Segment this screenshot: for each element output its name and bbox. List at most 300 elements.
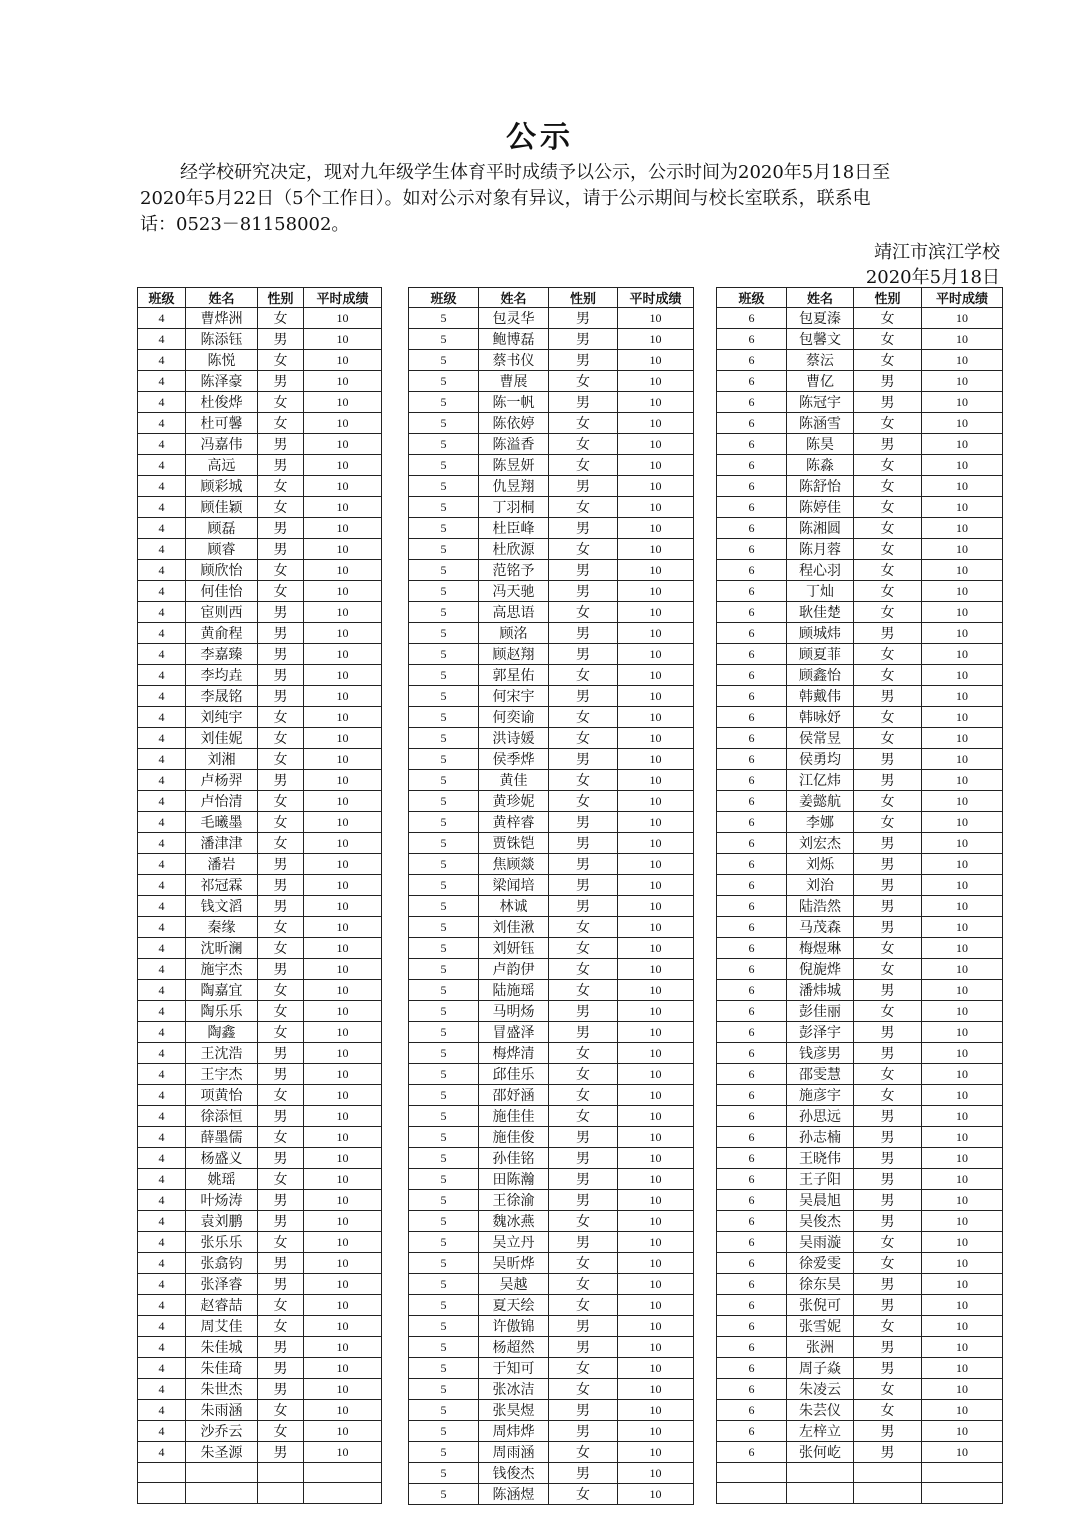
score-cell: 10 — [618, 686, 694, 707]
name-cell: 祁冠霖 — [186, 875, 258, 896]
table-row — [409, 581, 694, 602]
score-cell: 10 — [922, 1190, 1003, 1211]
name-cell: 刘妍钰 — [479, 938, 549, 959]
table-row — [138, 1022, 382, 1043]
table-row — [409, 350, 694, 371]
gender-cell: 女 — [258, 791, 304, 812]
column-header-class: 班级 — [409, 288, 479, 308]
intro-line-2: 2020年5月22日（5个工作日）。如对公示对象有异议，请于公示期间与校长室联系，联系电 — [140, 188, 871, 209]
table-row — [409, 665, 694, 686]
score-cell: 10 — [618, 560, 694, 581]
score-cell: 10 — [304, 1400, 382, 1421]
gender-cell: 女 — [854, 476, 922, 497]
gender-cell: 女 — [258, 1316, 304, 1337]
name-cell: 梁闻培 — [479, 875, 549, 896]
class-cell: 5 — [409, 1484, 479, 1505]
table-row — [138, 455, 382, 476]
column-header-class: 班级 — [138, 288, 186, 308]
class-cell: 6 — [717, 1316, 787, 1337]
name-cell: 侯常昱 — [787, 728, 854, 749]
class-cell: 4 — [138, 1211, 186, 1232]
table-row — [409, 1484, 694, 1505]
gender-cell: 男 — [854, 1358, 922, 1379]
name-cell: 高思语 — [479, 602, 549, 623]
score-cell: 10 — [618, 1022, 694, 1043]
name-cell: 包夏溱 — [787, 308, 854, 329]
table-row — [717, 1190, 1003, 1211]
table-row — [717, 623, 1003, 644]
gender-cell: 男 — [854, 392, 922, 413]
class-cell: 4 — [138, 1085, 186, 1106]
gender-cell: 男 — [549, 1169, 618, 1190]
class-cell: 5 — [409, 1442, 479, 1463]
score-cell: 10 — [618, 1190, 694, 1211]
score-cell: 10 — [922, 959, 1003, 980]
score-cell: 10 — [618, 539, 694, 560]
table-row — [717, 329, 1003, 350]
table-row — [717, 665, 1003, 686]
gender-cell: 男 — [854, 1106, 922, 1127]
score-cell: 10 — [618, 1211, 694, 1232]
class-cell: 5 — [409, 455, 479, 476]
score-cell: 10 — [304, 371, 382, 392]
score-cell: 10 — [304, 1253, 382, 1274]
gender-cell: 男 — [549, 896, 618, 917]
class-cell: 4 — [138, 959, 186, 980]
name-cell: 仇昱翔 — [479, 476, 549, 497]
score-cell: 10 — [922, 1169, 1003, 1190]
class-cell: 6 — [717, 371, 787, 392]
table-row — [717, 1274, 1003, 1295]
name-cell: 曹亿 — [787, 371, 854, 392]
gender-cell: 男 — [854, 1022, 922, 1043]
class-cell: 6 — [717, 1379, 787, 1400]
table-row — [138, 350, 382, 371]
class-cell: 6 — [717, 728, 787, 749]
column-header-name: 姓名 — [479, 288, 549, 308]
class-cell: 4 — [138, 728, 186, 749]
score-cell: 10 — [304, 1358, 382, 1379]
class-cell: 6 — [717, 413, 787, 434]
name-cell: 施佳佳 — [479, 1106, 549, 1127]
score-cell: 10 — [922, 1358, 1003, 1379]
class-cell: 6 — [717, 392, 787, 413]
table-row — [717, 1106, 1003, 1127]
class-cell: 4 — [138, 854, 186, 875]
name-cell: 陆浩然 — [787, 896, 854, 917]
class-cell: 6 — [717, 581, 787, 602]
column-header-gender: 性别 — [258, 288, 304, 308]
class-cell: 4 — [138, 749, 186, 770]
gender-cell: 男 — [854, 770, 922, 791]
class-cell: 6 — [717, 896, 787, 917]
gender-cell: 男 — [549, 623, 618, 644]
gender-cell: 男 — [258, 623, 304, 644]
gender-cell: 女 — [854, 1064, 922, 1085]
table-row — [409, 707, 694, 728]
score-cell: 10 — [618, 392, 694, 413]
name-cell: 杜俊烨 — [186, 392, 258, 413]
name-cell: 何奕谕 — [479, 707, 549, 728]
name-cell: 项黄怡 — [186, 1085, 258, 1106]
gender-cell: 女 — [258, 749, 304, 770]
class-cell: 4 — [138, 560, 186, 581]
name-cell: 陈婷佳 — [787, 497, 854, 518]
table-row — [717, 1127, 1003, 1148]
score-cell — [922, 1483, 1003, 1503]
class-cell: 4 — [138, 1148, 186, 1169]
name-cell: 包馨文 — [787, 329, 854, 350]
gender-cell: 男 — [549, 560, 618, 581]
score-cell: 10 — [922, 1022, 1003, 1043]
table-row — [138, 1148, 382, 1169]
score-cell: 10 — [618, 833, 694, 854]
gender-cell: 女 — [258, 308, 304, 329]
score-cell: 10 — [304, 1379, 382, 1400]
class-cell: 4 — [138, 1442, 186, 1463]
class-cell: 5 — [409, 1169, 479, 1190]
score-cell: 10 — [618, 602, 694, 623]
table-row — [138, 1483, 382, 1503]
name-cell: 刘佳湫 — [479, 917, 549, 938]
table-row — [717, 371, 1003, 392]
table-row — [717, 434, 1003, 455]
gender-cell: 男 — [258, 1148, 304, 1169]
class-cell — [717, 1483, 787, 1503]
score-cell: 10 — [618, 497, 694, 518]
score-cell: 10 — [618, 1169, 694, 1190]
table-row — [717, 1337, 1003, 1358]
class-cell: 6 — [717, 1295, 787, 1316]
score-cell: 10 — [922, 623, 1003, 644]
name-cell: 吴立丹 — [479, 1232, 549, 1253]
gender-cell: 男 — [854, 371, 922, 392]
gender-cell: 女 — [854, 497, 922, 518]
table-row — [138, 371, 382, 392]
name-cell: 蔡书仪 — [479, 350, 549, 371]
table-row — [138, 749, 382, 770]
class-cell: 5 — [409, 665, 479, 686]
gender-cell: 男 — [854, 1442, 922, 1463]
table-row — [409, 917, 694, 938]
score-cell: 10 — [922, 770, 1003, 791]
name-cell: 顾欣怡 — [186, 560, 258, 581]
gender-cell: 女 — [549, 665, 618, 686]
gender-cell: 男 — [854, 749, 922, 770]
table-row — [717, 854, 1003, 875]
roster-table-class-5 — [408, 287, 694, 1505]
score-cell: 10 — [618, 707, 694, 728]
class-cell: 6 — [717, 665, 787, 686]
table-row — [409, 1358, 694, 1379]
name-cell: 吴越 — [479, 1274, 549, 1295]
name-cell: 施彦宇 — [787, 1085, 854, 1106]
class-cell: 4 — [138, 644, 186, 665]
score-cell: 10 — [618, 896, 694, 917]
gender-cell: 男 — [854, 1169, 922, 1190]
name-cell: 周炜烨 — [479, 1421, 549, 1442]
score-cell: 10 — [922, 1379, 1003, 1400]
score-cell: 10 — [304, 812, 382, 833]
table-row — [409, 1022, 694, 1043]
score-cell: 10 — [922, 1400, 1003, 1421]
table-row — [138, 1169, 382, 1190]
gender-cell: 男 — [258, 875, 304, 896]
score-cell: 10 — [618, 1274, 694, 1295]
class-cell: 6 — [717, 1442, 787, 1463]
table-row — [138, 980, 382, 1001]
class-cell: 5 — [409, 1106, 479, 1127]
score-cell: 10 — [922, 371, 1003, 392]
score-cell: 10 — [304, 896, 382, 917]
table-row — [138, 308, 382, 329]
score-cell: 10 — [304, 707, 382, 728]
table-row — [717, 518, 1003, 539]
name-cell: 张昊煜 — [479, 1400, 549, 1421]
gender-cell: 女 — [854, 1085, 922, 1106]
class-cell: 5 — [409, 518, 479, 539]
name-cell: 李嘉臻 — [186, 644, 258, 665]
gender-cell: 女 — [854, 350, 922, 371]
score-cell: 10 — [922, 938, 1003, 959]
gender-cell: 男 — [258, 1358, 304, 1379]
notice-title: 公示 — [506, 120, 574, 155]
table-row — [409, 854, 694, 875]
score-cell: 10 — [922, 539, 1003, 560]
gender-cell: 男 — [258, 896, 304, 917]
table-row — [138, 1001, 382, 1022]
gender-cell: 女 — [258, 1232, 304, 1253]
name-cell: 张泽睿 — [186, 1274, 258, 1295]
table-row — [138, 476, 382, 497]
intro-line-1: 经学校研究决定，现对九年级学生体育平时成绩予以公示，公示时间为2020年5月18日至 — [180, 162, 891, 183]
table-row — [717, 1316, 1003, 1337]
name-cell: 曹烨洲 — [186, 308, 258, 329]
class-cell: 6 — [717, 1358, 787, 1379]
gender-cell: 女 — [854, 413, 922, 434]
class-cell: 5 — [409, 728, 479, 749]
gender-cell: 男 — [258, 1211, 304, 1232]
class-cell: 5 — [409, 812, 479, 833]
table-row — [717, 1463, 1003, 1483]
table-row — [138, 434, 382, 455]
class-cell: 6 — [717, 812, 787, 833]
class-cell: 6 — [717, 686, 787, 707]
gender-cell: 女 — [549, 1085, 618, 1106]
score-cell: 10 — [304, 791, 382, 812]
name-cell: 曹展 — [479, 371, 549, 392]
score-cell: 10 — [304, 1316, 382, 1337]
name-cell: 陈一帆 — [479, 392, 549, 413]
gender-cell: 女 — [854, 1400, 922, 1421]
score-cell: 10 — [922, 896, 1003, 917]
gender-cell: 女 — [549, 1442, 618, 1463]
class-cell: 5 — [409, 707, 479, 728]
class-cell: 5 — [409, 1379, 479, 1400]
gender-cell: 女 — [854, 1316, 922, 1337]
table-row — [138, 1400, 382, 1421]
name-cell: 于知可 — [479, 1358, 549, 1379]
name-cell: 周艾佳 — [186, 1316, 258, 1337]
table-row — [138, 1127, 382, 1148]
score-cell: 10 — [922, 1253, 1003, 1274]
gender-cell: 女 — [258, 833, 304, 854]
class-cell: 5 — [409, 917, 479, 938]
table-row — [138, 1211, 382, 1232]
score-cell: 10 — [618, 1148, 694, 1169]
name-cell: 张乐乐 — [186, 1232, 258, 1253]
score-cell: 10 — [618, 1421, 694, 1442]
name-cell: 宦则西 — [186, 602, 258, 623]
score-cell: 10 — [922, 581, 1003, 602]
name-cell: 邱佳乐 — [479, 1064, 549, 1085]
table-row — [138, 875, 382, 896]
name-cell: 王沈浩 — [186, 1043, 258, 1064]
gender-cell: 女 — [549, 371, 618, 392]
name-cell: 刘纯宇 — [186, 707, 258, 728]
gender-cell: 女 — [549, 497, 618, 518]
gender-cell: 女 — [258, 980, 304, 1001]
name-cell: 朱圣源 — [186, 1442, 258, 1463]
score-cell: 10 — [304, 749, 382, 770]
score-cell: 10 — [922, 1148, 1003, 1169]
gender-cell: 女 — [549, 1043, 618, 1064]
score-cell: 10 — [304, 1043, 382, 1064]
table-row — [409, 875, 694, 896]
gender-cell: 女 — [258, 497, 304, 518]
name-cell: 冒盛泽 — [479, 1022, 549, 1043]
name-cell: 施宇杰 — [186, 959, 258, 980]
gender-cell: 男 — [549, 1337, 618, 1358]
gender-cell: 男 — [258, 434, 304, 455]
class-cell: 6 — [717, 623, 787, 644]
name-cell: 夏天绘 — [479, 1295, 549, 1316]
table-row — [409, 371, 694, 392]
score-cell: 10 — [304, 686, 382, 707]
class-cell: 5 — [409, 770, 479, 791]
name-cell: 范铭予 — [479, 560, 549, 581]
score-cell: 10 — [922, 455, 1003, 476]
table-row — [138, 707, 382, 728]
gender-cell: 女 — [258, 392, 304, 413]
table-row — [409, 1316, 694, 1337]
class-cell: 4 — [138, 1316, 186, 1337]
table-row — [138, 791, 382, 812]
score-cell: 10 — [618, 1232, 694, 1253]
gender-cell: 女 — [258, 476, 304, 497]
gender-cell: 女 — [854, 518, 922, 539]
name-cell: 鲍博磊 — [479, 329, 549, 350]
gender-cell: 男 — [258, 1379, 304, 1400]
gender-cell: 女 — [549, 1211, 618, 1232]
score-cell: 10 — [618, 854, 694, 875]
class-cell: 4 — [138, 665, 186, 686]
table-row — [717, 1001, 1003, 1022]
score-cell: 10 — [304, 1421, 382, 1442]
class-cell: 6 — [717, 350, 787, 371]
gender-cell: 男 — [854, 917, 922, 938]
gender-cell: 男 — [549, 875, 618, 896]
score-cell: 10 — [304, 476, 382, 497]
table-row — [717, 1211, 1003, 1232]
table-row — [717, 455, 1003, 476]
score-cell: 10 — [618, 1337, 694, 1358]
table-row — [409, 539, 694, 560]
table-row — [409, 602, 694, 623]
gender-cell: 男 — [549, 749, 618, 770]
class-cell: 4 — [138, 602, 186, 623]
score-cell: 10 — [304, 938, 382, 959]
class-cell: 5 — [409, 1463, 479, 1484]
name-cell: 陈泽豪 — [186, 371, 258, 392]
table-row — [409, 1232, 694, 1253]
table-row — [717, 728, 1003, 749]
name-cell: 刘宏杰 — [787, 833, 854, 854]
column-header-gender: 性别 — [549, 288, 618, 308]
class-cell: 6 — [717, 749, 787, 770]
score-cell: 10 — [618, 1106, 694, 1127]
class-cell: 5 — [409, 560, 479, 581]
gender-cell: 女 — [549, 707, 618, 728]
score-cell: 10 — [618, 665, 694, 686]
score-cell: 10 — [922, 392, 1003, 413]
score-cell: 10 — [922, 602, 1003, 623]
score-cell: 10 — [304, 1211, 382, 1232]
table-row — [409, 308, 694, 329]
name-cell: 徐添恒 — [186, 1106, 258, 1127]
name-cell: 陈舒怡 — [787, 476, 854, 497]
table-row — [717, 1169, 1003, 1190]
name-cell: 潘岩 — [186, 854, 258, 875]
class-cell — [138, 1463, 186, 1483]
score-cell: 10 — [922, 749, 1003, 770]
table-row — [138, 329, 382, 350]
table-row — [138, 917, 382, 938]
score-cell: 10 — [618, 329, 694, 350]
gender-cell: 男 — [258, 959, 304, 980]
class-cell: 5 — [409, 686, 479, 707]
score-cell: 10 — [304, 350, 382, 371]
name-cell: 陈悦 — [186, 350, 258, 371]
score-cell: 10 — [304, 434, 382, 455]
name-cell: 何佳怡 — [186, 581, 258, 602]
class-cell: 5 — [409, 350, 479, 371]
name-cell: 陆施瑶 — [479, 980, 549, 1001]
score-cell: 10 — [304, 581, 382, 602]
class-cell: 6 — [717, 959, 787, 980]
table-row — [409, 455, 694, 476]
gender-cell: 女 — [549, 455, 618, 476]
name-cell: 包灵华 — [479, 308, 549, 329]
class-cell: 5 — [409, 1232, 479, 1253]
table-row — [717, 497, 1003, 518]
table-row — [717, 1358, 1003, 1379]
table-row — [409, 623, 694, 644]
class-cell: 5 — [409, 329, 479, 350]
name-cell: 马明炀 — [479, 1001, 549, 1022]
name-cell: 卢韵伊 — [479, 959, 549, 980]
gender-cell: 女 — [549, 1064, 618, 1085]
table-header-row — [409, 288, 694, 308]
class-cell: 6 — [717, 329, 787, 350]
class-cell: 4 — [138, 1022, 186, 1043]
table-row — [717, 644, 1003, 665]
name-cell: 吴昕烨 — [479, 1253, 549, 1274]
gender-cell: 女 — [258, 560, 304, 581]
class-cell: 5 — [409, 476, 479, 497]
name-cell: 李晟铭 — [186, 686, 258, 707]
table-row — [138, 1379, 382, 1400]
